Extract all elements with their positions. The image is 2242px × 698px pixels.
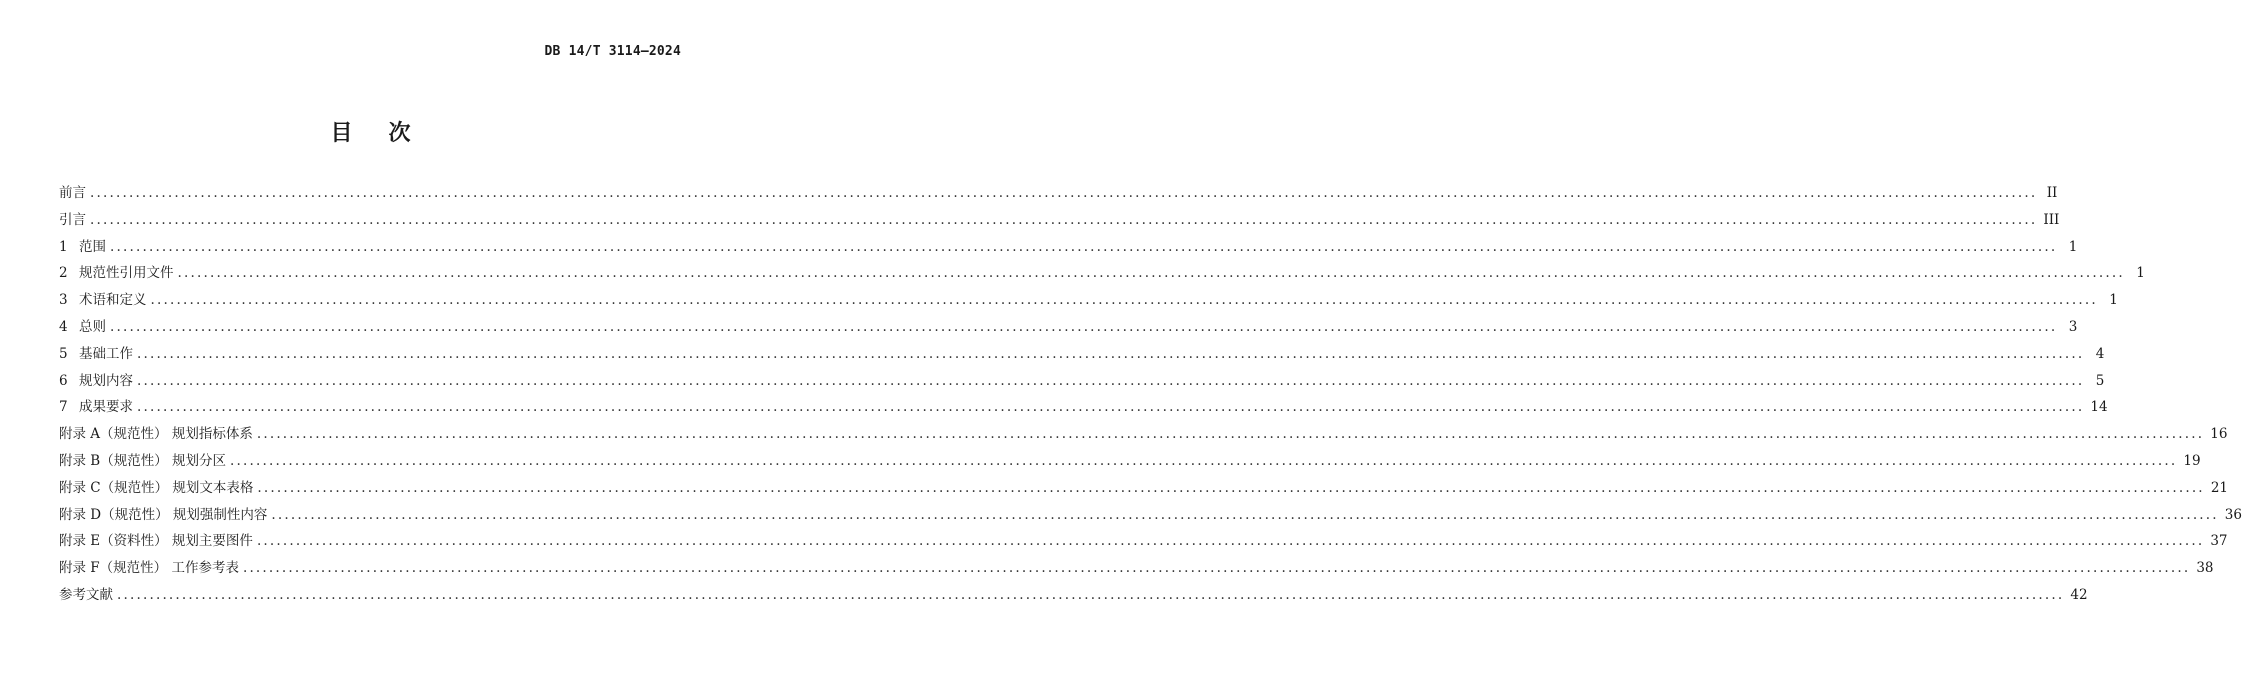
toc-entry[interactable] — [59, 502, 2242, 529]
toc-entry-label — [59, 287, 147, 314]
toc-entry[interactable] — [59, 260, 2145, 287]
toc-entry[interactable] — [59, 555, 2214, 582]
toc-leader-dots: ............................................................................................................................................................................................................................................................................................................ — [242, 560, 2191, 577]
document-code: DB 14/T 3114—2024 — [544, 44, 681, 59]
toc-entry-label — [59, 368, 133, 395]
toc-entry-label — [59, 475, 253, 502]
toc-entry-page-number: 14 — [2090, 399, 2108, 416]
toc-entry-text: 引言 — [59, 211, 86, 228]
toc-leader-dots: ............................................................................................................................................................................................................................................................................................................ — [90, 185, 2038, 201]
toc-leader-dots: ............................................................................................................................................................................................................................................................................................................ — [110, 318, 2058, 335]
toc-entry-number: 3 — [59, 292, 68, 309]
toc-entry-number: 1 — [59, 238, 68, 255]
toc-leader-dots: ............................................................................................................................................................................................................................................................................................................ — [256, 426, 2205, 443]
toc-entry-text: 附录 F（规范性） 工作参考表 — [59, 560, 239, 577]
toc-entry-page-number: 1 — [2068, 238, 2078, 255]
toc-entry-page-number: 38 — [2196, 560, 2214, 577]
toc-entry-page-number: 1 — [2109, 292, 2118, 309]
toc-entry-text: 基础工作 — [79, 345, 133, 362]
toc-entry-label — [59, 528, 253, 555]
toc-entry[interactable] — [59, 368, 2105, 395]
toc-entry-text: 成果要求 — [79, 399, 133, 416]
toc-entry-number: 2 — [59, 265, 68, 282]
toc-entry-text: 规划内容 — [79, 372, 133, 389]
toc-entry[interactable] — [59, 314, 2078, 341]
toc-entry-label — [59, 260, 174, 287]
toc-leader-dots: ............................................................................................................................................................................................................................................................................................................ — [117, 586, 2065, 603]
toc-entry-text: 附录 C（规范性） 规划文本表格 — [59, 479, 254, 496]
toc-entry-number: 5 — [59, 345, 68, 362]
toc-leader-dots: ............................................................................................................................................................................................................................................................................................................ — [150, 292, 2098, 309]
toc-entry-text: 附录 D（规范性） 规划强制性内容 — [59, 506, 268, 523]
toc-entry-label — [59, 448, 226, 475]
toc-leader-dots: ............................................................................................................................................................................................................................................................................................................ — [177, 265, 2125, 282]
toc-entry[interactable] — [59, 287, 2118, 314]
toc-entry-label — [59, 502, 267, 529]
toc-entry[interactable] — [59, 207, 2060, 234]
toc-leader-dots: ............................................................................................................................................................................................................................................................................................................ — [257, 479, 2205, 496]
toc-entry-page-number: 3 — [2068, 318, 2078, 335]
toc-entry-text: 术语和定义 — [79, 292, 147, 309]
toc-leader-dots: ............................................................................................................................................................................................................................................................................................................ — [271, 506, 2219, 523]
toc-entry-label — [59, 207, 86, 234]
toc-entry-number: 7 — [59, 399, 68, 416]
table-of-contents — [59, 180, 2242, 609]
toc-entry-page-number: 4 — [2095, 345, 2105, 362]
toc-entry-page-number: 21 — [2210, 479, 2228, 496]
toc-leader-dots: ............................................................................................................................................................................................................................................................................................................ — [137, 345, 2085, 362]
toc-entry-label — [59, 180, 86, 207]
toc-entry[interactable] — [59, 341, 2105, 368]
toc-leader-dots: ............................................................................................................................................................................................................................................................................................................ — [137, 399, 2085, 416]
toc-entry[interactable] — [59, 582, 2088, 609]
toc-entry-label — [59, 582, 113, 609]
toc-entry[interactable] — [59, 528, 2228, 555]
toc-entry-label — [59, 555, 239, 582]
toc-entry[interactable] — [59, 448, 2201, 475]
toc-entry-text: 前言 — [59, 185, 86, 201]
toc-entry-number: 6 — [59, 372, 68, 389]
toc-entry-text: 总则 — [79, 318, 106, 335]
toc-entry-text: 附录 B（规范性） 规划分区 — [59, 452, 227, 469]
toc-title: 目次 — [330, 120, 447, 146]
toc-leader-dots: ............................................................................................................................................................................................................................................................................................................ — [137, 372, 2085, 389]
toc-leader-dots: ............................................................................................................................................................................................................................................................................................................ — [230, 452, 2178, 469]
toc-entry-label — [59, 341, 133, 368]
toc-entry-page-number: 5 — [2095, 372, 2105, 389]
toc-entry[interactable] — [59, 234, 2078, 261]
toc-entry-text: 范围 — [79, 238, 106, 255]
toc-entry-text: 参考文献 — [59, 586, 113, 603]
toc-entry-text: 附录 E（资料性） 规划主要图件 — [59, 533, 253, 550]
toc-entry-label — [59, 314, 106, 341]
toc-entry-page-number: 16 — [2210, 426, 2228, 443]
toc-leader-dots: ............................................................................................................................................................................................................................................................................................................ — [90, 211, 2038, 228]
toc-leader-dots: ............................................................................................................................................................................................................................................................................................................ — [256, 533, 2205, 550]
toc-entry-text: 附录 A（规范性） 规划指标体系 — [59, 426, 253, 443]
toc-entry-number: 4 — [59, 318, 68, 335]
toc-entry-page-number: 19 — [2183, 452, 2201, 469]
toc-entry-page-number: II — [2046, 185, 2058, 201]
toc-entry-page-number: III — [2043, 211, 2060, 228]
toc-entry[interactable] — [59, 394, 2108, 421]
toc-entry-label — [59, 234, 106, 261]
toc-entry-text: 规范性引用文件 — [79, 265, 174, 282]
toc-entry[interactable] — [59, 475, 2228, 502]
toc-entry-page-number: 1 — [2136, 265, 2145, 282]
toc-entry-page-number: 42 — [2070, 586, 2088, 603]
toc-entry-label — [59, 394, 133, 421]
toc-entry-label — [59, 421, 253, 448]
toc-entry-page-number: 36 — [2224, 506, 2242, 523]
toc-entry-page-number: 37 — [2210, 533, 2228, 550]
toc-entry[interactable] — [59, 180, 2058, 207]
toc-leader-dots: ............................................................................................................................................................................................................................................................................................................ — [110, 238, 2058, 255]
toc-entry[interactable] — [59, 421, 2228, 448]
